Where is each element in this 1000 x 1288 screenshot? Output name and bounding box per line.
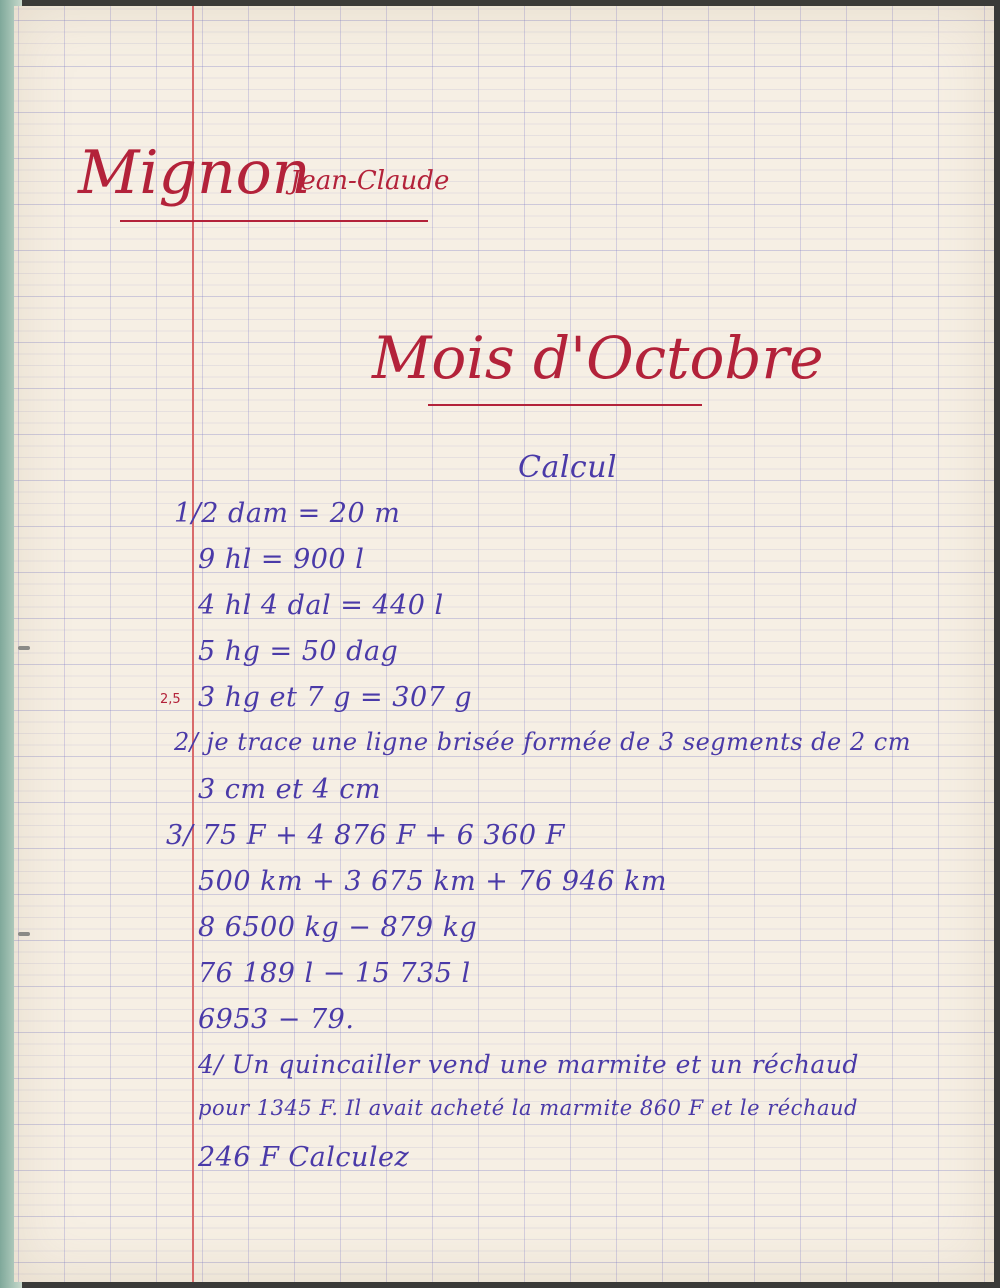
month-title: Mois d'Octobre — [372, 324, 824, 392]
exercise-line: 76 189 l − 15 735 l — [198, 958, 471, 989]
exercise-line: 9 hl = 900 l — [198, 544, 365, 575]
grade-mark: 2,5 — [160, 692, 181, 707]
exercise-line: 3/ 75 F + 4 876 F + 6 360 F — [166, 820, 565, 851]
exercise-line: 3 hg et 7 g = 307 g — [198, 682, 473, 713]
exercise-line: 1/2 dam = 20 m — [174, 498, 401, 529]
student-firstname: Jean-Claude — [290, 166, 450, 196]
staple-bottom — [18, 932, 30, 936]
exercise-line: 4 hl 4 dal = 440 l — [198, 590, 444, 621]
exercise-line: 500 km + 3 675 km + 76 946 km — [198, 866, 668, 897]
notebook-page — [14, 6, 994, 1282]
exercise-line: pour 1345 F. Il avait acheté la marmite 860 F et le réchaud — [198, 1096, 858, 1120]
staple-top — [18, 646, 30, 650]
subject-heading: Calcul — [518, 450, 618, 485]
exercise-line: 6953 − 79. — [198, 1004, 355, 1035]
exercise-line: 4/ Un quincailler vend une marmite et un réchaud — [198, 1050, 859, 1079]
title-underline — [428, 404, 702, 406]
name-underline — [120, 220, 428, 222]
exercise-line: 8 6500 kg − 879 kg — [198, 912, 478, 943]
exercise-line: 3 cm et 4 cm — [198, 774, 381, 805]
student-surname: Mignon — [78, 138, 311, 208]
exercise-line: 246 F Calculez — [198, 1142, 410, 1173]
exercise-line: 5 hg = 50 dag — [198, 636, 399, 667]
exercise-line: 2/ je trace une ligne brisée formée de 3 segments de 2 cm — [174, 728, 911, 756]
